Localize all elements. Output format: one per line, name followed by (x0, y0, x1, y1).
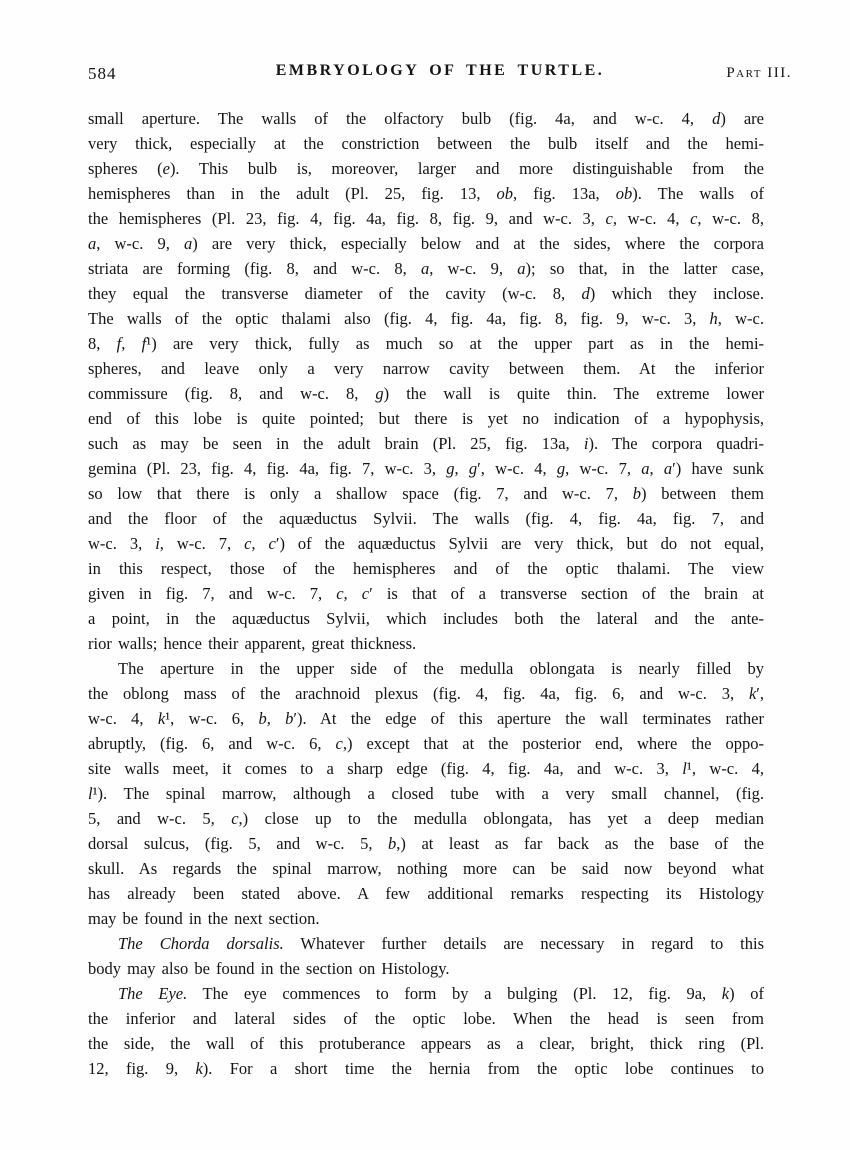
text-line: spheres, and leave only a very narrow cavity between them. At the inferior (88, 359, 764, 378)
text-line: end of this lobe is quite pointed; but there is yet no indication of a hypophysis, (88, 409, 764, 428)
text-line: w-c. 4, k¹, w-c. 6, b, b′). At the edge of this aperture the wall terminates rather (88, 709, 764, 728)
text-line: a point, in the aquæductus Sylvii, which includes both the lateral and the ante- (88, 609, 764, 628)
page-number: 584 (88, 64, 117, 83)
text-line: 8, f, f¹) are very thick, fully as much so at the upper part as in the hemi- (88, 334, 764, 353)
text-line: may be found in the next section. (88, 909, 320, 928)
text-line: has already been stated above. A few additional remarks respecting its Histology (88, 884, 764, 903)
text-line: 5, and w-c. 5, c,) close up to the medulla oblongata, has yet a deep median (88, 809, 764, 828)
text-line: they equal the transverse diameter of the cavity (w-c. 8, d) which they inclose. (88, 284, 764, 303)
text-line: the oblong mass of the arachnoid plexus (fig. 4, fig. 4a, fig. 6, and w-c. 3, k′, (88, 684, 764, 703)
text-line: small aperture. The walls of the olfactory bulb (fig. 4a, and w-c. 4, d) are (88, 109, 764, 128)
text-line: the hemispheres (Pl. 23, fig. 4, fig. 4a, fig. 8, fig. 9, and w-c. 3, c, w-c. 4, c, w-c. 8, (88, 209, 764, 228)
text-line: abruptly, (fig. 6, and w-c. 6, c,) except that at the posterior end, where the oppo- (88, 734, 764, 753)
running-head (88, 62, 792, 86)
running-head-title: EMBRYOLOGY OF THE TURTLE. (275, 62, 605, 79)
text-line: a, w-c. 9, a) are very thick, especially below and at the sides, where the corpora (88, 234, 764, 253)
text-line: commissure (fig. 8, and w-c. 8, g) the wall is quite thin. The extreme lower (88, 384, 764, 403)
text-line: rior walls; hence their apparent, great thickness. (88, 634, 417, 653)
text-line: w-c. 3, i, w-c. 7, c, c′) of the aquæductus Sylvii are very thick, but do not equal, (88, 534, 764, 553)
text-line: given in fig. 7, and w-c. 7, c, c′ is that of a transverse section of the brain at (88, 584, 764, 603)
text-line: so low that there is only a shallow space (fig. 7, and w-c. 7, b) between them (88, 484, 764, 503)
running-head-part: Part III. (726, 65, 792, 81)
text-line: such as may be seen in the adult brain (Pl. 25, fig. 13a, i). The corpora quadri- (88, 434, 764, 453)
text-line: spheres (e). This bulb is, moreover, larger and more distinguishable from the (88, 159, 764, 178)
body-lines (88, 106, 764, 1081)
text-line: gemina (Pl. 23, fig. 4, fig. 4a, fig. 7, w-c. 3, g, g′, w-c. 4, g, w-c. 7, a, a′) have sunk (88, 459, 764, 478)
text-line: dorsal sulcus, (fig. 5, and w-c. 5, b,) at least as far back as the base of the (88, 834, 764, 853)
text-line: The Chorda dorsalis. Whatever further details are necessary in regard to this (118, 934, 764, 953)
text-line: hemispheres than in the adult (Pl. 25, fig. 13, ob, fig. 13a, ob). The walls of (88, 184, 764, 203)
text-line: l¹). The spinal marrow, although a closed tube with a very small channel, (fig. (88, 784, 764, 803)
text-line: skull. As regards the spinal marrow, nothing more can be said now beyond what (88, 859, 764, 878)
text-line: the inferior and lateral sides of the optic lobe. When the head is seen from (88, 1009, 764, 1028)
text-line: the side, the wall of this protuberance appears as a clear, bright, thick ring (Pl. (88, 1034, 764, 1053)
text-line: body may also be found in the section on Histology. (88, 959, 450, 978)
text-line: very thick, especially at the constriction between the bulb itself and the hemi- (88, 134, 764, 153)
text-line: The aperture in the upper side of the medulla oblongata is nearly filled by (118, 659, 764, 678)
text-line: and the floor of the aquæductus Sylvii. The walls (fig. 4, fig. 4a, fig. 7, and (88, 509, 764, 528)
text-line: striata are forming (fig. 8, and w-c. 8, a, w-c. 9, a); so that, in the latter case, (88, 259, 764, 278)
text-line: The walls of the optic thalami also (fig. 4, fig. 4a, fig. 8, fig. 9, w-c. 3, h, w-c. (88, 309, 764, 328)
text-line: in this respect, those of the hemispheres and of the optic thalami. The view (88, 559, 764, 578)
text-line: 12, fig. 9, k). For a short time the hernia from the optic lobe continues to (88, 1059, 764, 1078)
text-line: site walls meet, it comes to a sharp edge (fig. 4, fig. 4a, and w-c. 3, l¹, w-c. 4, (88, 759, 764, 778)
text-line: The Eye. The eye commences to form by a bulging (Pl. 12, fig. 9a, k) of (118, 984, 764, 1003)
